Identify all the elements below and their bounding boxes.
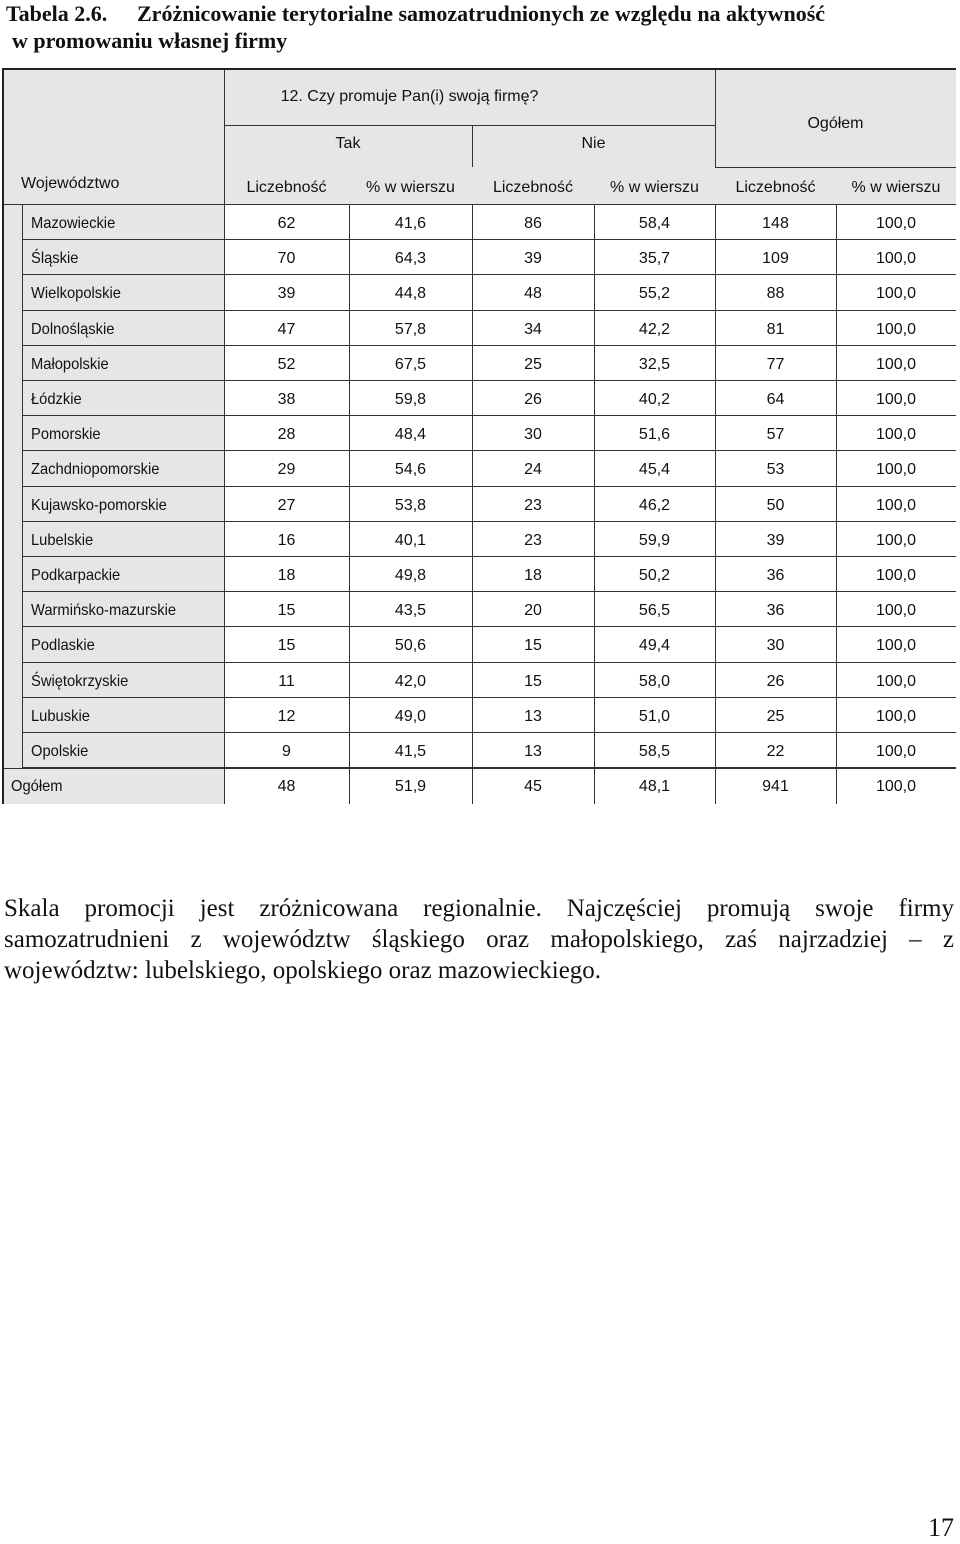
page-number: 17 <box>928 1513 954 1542</box>
data-value: 25 <box>766 707 785 725</box>
data-value: 39 <box>524 250 542 268</box>
data-value: 64,3 <box>394 250 427 268</box>
data-value: 49,4 <box>638 637 671 655</box>
data-value: 29 <box>277 461 296 479</box>
data-value: 100,0 <box>875 320 917 338</box>
column-header: Liczebność <box>492 179 574 196</box>
region-label: Mazowieckie <box>31 215 116 232</box>
data-value: 51,0 <box>638 707 671 725</box>
data-value: 44,8 <box>394 285 427 303</box>
data-value: 54,6 <box>394 461 427 479</box>
column-header: % w wierszu <box>366 179 455 196</box>
data-value: 41,6 <box>394 215 427 232</box>
data-value: 52 <box>277 355 296 373</box>
total-value: 100,0 <box>875 778 917 796</box>
data-value: 25 <box>524 355 542 373</box>
region-label: Pomorskie <box>31 426 101 444</box>
data-value: 23 <box>524 496 542 514</box>
data-value: 57,8 <box>394 320 427 338</box>
data-value: 41,5 <box>394 743 427 760</box>
data-value: 30 <box>766 637 785 655</box>
data-value: 20 <box>524 602 542 620</box>
data-value: 45,4 <box>638 461 671 479</box>
region-label: Lubuskie <box>31 707 90 725</box>
data-value: 43,5 <box>394 602 427 620</box>
data-value: 15 <box>524 637 542 655</box>
data-table <box>2 68 956 804</box>
column-header: Liczebność <box>735 179 816 196</box>
data-value: 34 <box>524 320 542 338</box>
region-label: Świętokrzyskie <box>31 672 129 690</box>
data-value: 26 <box>766 672 785 690</box>
data-value: 35,7 <box>638 250 671 268</box>
group-header-yes: Tak <box>335 135 361 152</box>
caption-label: Tabela 2.6. <box>6 1 108 26</box>
table-rule-vertical <box>836 204 837 804</box>
region-label: Zachdniopomorskie <box>31 461 160 479</box>
region-label: Warmińsko-mazurskie <box>31 602 177 620</box>
total-value: 48,1 <box>638 778 671 796</box>
data-value: 100,0 <box>875 567 917 584</box>
region-label: Opolskie <box>31 743 89 760</box>
data-value: 100,0 <box>875 672 917 690</box>
caption-title-line2: w promowaniu własnej firmy <box>12 28 288 53</box>
data-value: 39 <box>277 285 296 303</box>
question-header: 12. Czy promuje Pan(i) swoją firmę? <box>280 88 539 105</box>
data-value: 53,8 <box>394 496 427 514</box>
region-label: Kujawsko-pomorskie <box>31 496 167 514</box>
data-value: 59,9 <box>638 531 671 549</box>
data-value: 77 <box>766 355 785 373</box>
data-value: 42,0 <box>394 672 427 690</box>
data-value: 15 <box>524 672 542 690</box>
region-label: Łódzkie <box>31 391 82 408</box>
column-header: % w wierszu <box>851 179 941 196</box>
data-value: 22 <box>766 743 785 760</box>
total-label: Ogółem <box>11 778 63 796</box>
data-value: 55,2 <box>638 285 671 303</box>
data-value: 42,2 <box>638 320 671 338</box>
total-value: 48 <box>277 778 296 796</box>
indent-strip <box>4 205 22 768</box>
data-value: 59,8 <box>394 391 427 408</box>
data-value: 100,0 <box>875 355 917 373</box>
column-header: Liczebność <box>246 179 327 196</box>
data-value: 48,4 <box>394 426 427 444</box>
data-value: 26 <box>524 391 542 408</box>
region-label: Śląskie <box>31 250 79 268</box>
table-rule-vertical <box>224 70 225 804</box>
table-rule-horizontal <box>224 125 715 126</box>
data-value: 57 <box>766 426 785 444</box>
data-value: 100,0 <box>875 215 917 232</box>
data-value: 100,0 <box>875 391 917 408</box>
region-label: Małopolskie <box>31 355 109 373</box>
data-value: 88 <box>766 285 785 303</box>
data-value: 16 <box>277 531 296 549</box>
table-rule-vertical <box>715 204 716 804</box>
caption-title-line1: Zróżnicowanie terytorialne samozatrudnionych ze względu na aktywność <box>137 1 826 26</box>
table-rule-horizontal <box>715 167 956 168</box>
data-value: 49,0 <box>394 707 427 725</box>
data-value: 100,0 <box>875 426 917 444</box>
data-value: 49,8 <box>394 567 427 584</box>
total-value: 45 <box>524 778 542 796</box>
data-value: 58,0 <box>638 672 671 690</box>
data-value: 40,2 <box>638 391 671 408</box>
data-value: 100,0 <box>875 461 917 479</box>
data-value: 13 <box>524 707 542 725</box>
total-value: 941 <box>762 778 789 796</box>
data-value: 109 <box>762 250 789 268</box>
group-header-total: Ogółem <box>807 115 864 132</box>
data-value: 27 <box>277 496 296 514</box>
row-header-region: Województwo <box>21 175 120 192</box>
data-value: 81 <box>766 320 785 338</box>
column-header: % w wierszu <box>610 179 699 196</box>
total-value: 51,9 <box>394 778 427 796</box>
data-value: 100,0 <box>875 602 917 620</box>
region-label: Dolnośląskie <box>31 320 115 338</box>
body-paragraph: Skala promocji jest zróżnicowana regionalnie. Najczęściej promują swoje firmy samozatrudnieni z województw śląskiego oraz małopolskiego, zaś najrzadziej – z województw: lubelskiego, opolskiego oraz mazowieckiego. <box>4 895 954 984</box>
data-value: 18 <box>277 567 296 584</box>
table-rule-vertical <box>472 204 473 804</box>
data-value: 40,1 <box>394 531 427 549</box>
table-rule-vertical <box>472 125 473 167</box>
data-value: 50,2 <box>638 567 671 584</box>
data-value: 67,5 <box>394 355 427 373</box>
data-value: 50 <box>766 496 785 514</box>
data-value: 36 <box>766 602 785 620</box>
data-value: 100,0 <box>875 531 917 549</box>
region-label: Podlaskie <box>31 637 95 655</box>
data-value: 9 <box>282 743 291 760</box>
data-value: 100,0 <box>875 637 917 655</box>
data-value: 86 <box>524 215 542 232</box>
data-value: 12 <box>277 707 296 725</box>
table-rule-vertical <box>349 204 350 804</box>
data-value: 100,0 <box>875 285 917 303</box>
data-value: 100,0 <box>875 496 917 514</box>
data-value: 100,0 <box>875 743 917 760</box>
data-value: 11 <box>278 672 295 690</box>
table-rule-vertical <box>594 204 595 804</box>
table-rule-horizontal <box>4 768 956 769</box>
data-value: 24 <box>524 461 542 479</box>
data-value: 56,5 <box>638 602 671 620</box>
data-value: 64 <box>766 391 785 408</box>
data-value: 36 <box>766 567 785 584</box>
data-value: 38 <box>277 391 296 408</box>
region-label: Wielkopolskie <box>31 285 121 303</box>
data-value: 32,5 <box>638 355 671 373</box>
data-value: 58,4 <box>638 215 671 232</box>
data-value: 48 <box>524 285 542 303</box>
data-value: 23 <box>524 531 542 549</box>
data-value: 28 <box>277 426 296 444</box>
data-value: 13 <box>524 743 542 760</box>
data-value: 53 <box>766 461 785 479</box>
region-label: Podkarpackie <box>31 567 121 584</box>
region-label: Lubelskie <box>31 531 94 549</box>
data-value: 58,5 <box>638 743 671 760</box>
data-value: 50,6 <box>394 637 427 655</box>
table-rule-vertical <box>715 70 716 167</box>
data-value: 46,2 <box>638 496 671 514</box>
data-value: 15 <box>277 602 296 620</box>
data-value: 100,0 <box>875 250 917 268</box>
group-header-no: Nie <box>581 135 606 152</box>
data-value: 148 <box>762 215 789 232</box>
data-value: 30 <box>524 426 542 444</box>
data-value: 62 <box>277 215 296 232</box>
data-value: 70 <box>277 250 296 268</box>
data-value: 15 <box>277 637 296 655</box>
data-value: 100,0 <box>875 707 917 725</box>
data-value: 47 <box>277 320 296 338</box>
data-value: 18 <box>524 567 542 584</box>
data-value: 39 <box>766 531 785 549</box>
data-value: 51,6 <box>638 426 671 444</box>
